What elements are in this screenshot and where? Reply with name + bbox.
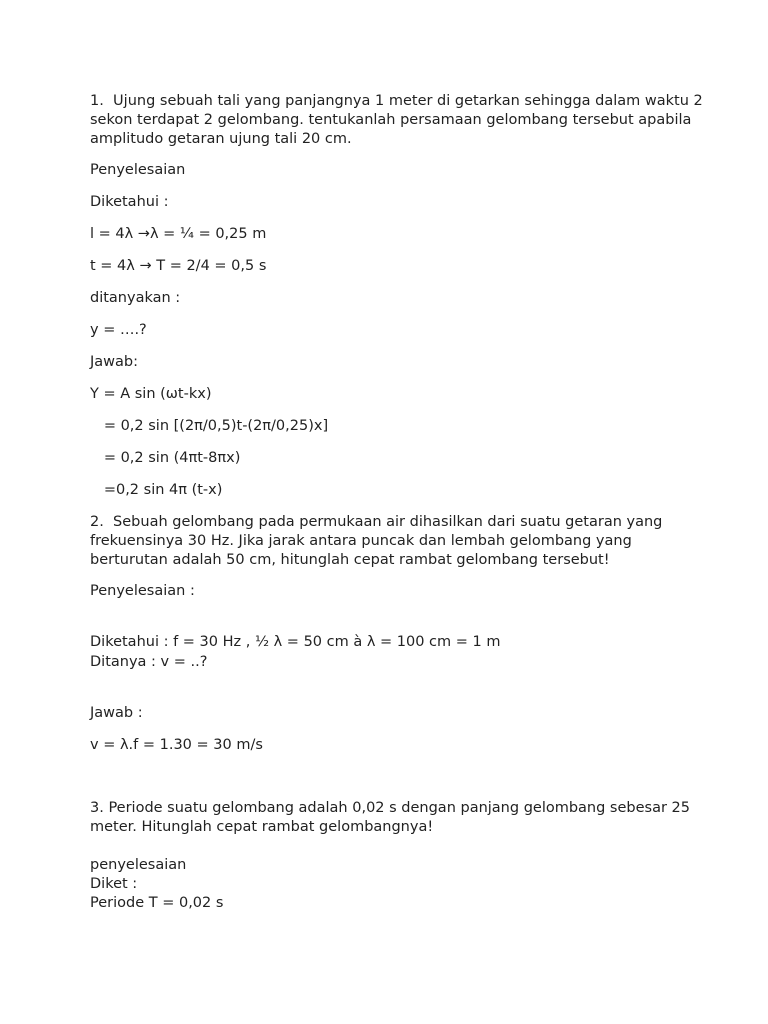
q2-question: [90, 513, 690, 570]
q2-jawab-label: Jawab :: [90, 705, 143, 721]
q1-given-time: t = 4λ → T = 2/4 = 0,5 s: [90, 258, 267, 274]
q1-question: [90, 92, 703, 149]
q2-question-line: frekuensinya 30 Hz. Jika jarak antara puncak dan lembah gelombang yang: [90, 533, 632, 549]
q1-question-line: amplitudo getaran ujung tali 20 cm.: [90, 131, 352, 147]
q1-step: = 0,2 sin [(2π/0,5)t-(2π/0,25)x]: [90, 418, 329, 434]
q3-question-line: 3. Periode suatu gelombang adalah 0,02 s dengan panjang gelombang sebesar 25: [90, 800, 690, 816]
q1-question-line: sekon terdapat 2 gelombang. tentukanlah persamaan gelombang tersebut apabila: [90, 112, 692, 128]
q2-penyelesaian-heading: Penyelesaian :: [90, 583, 195, 599]
q2-question-line: 2. Sebuah gelombang pada permukaan air dihasilkan dari suatu getaran yang: [90, 514, 663, 530]
q1-diketahui-label: Diketahui :: [90, 194, 169, 210]
q2-diketahui-line: Diketahui : f = 30 Hz , ½ λ = 50 cm à λ = 100 cm = 1 m: [90, 634, 501, 650]
q1-given-length: l = 4λ →λ = ¼ = 0,25 m: [90, 226, 267, 242]
q1-step: =0,2 sin 4π (t-x): [90, 482, 223, 498]
q2-ditanya-line: Ditanya : v = ..?: [90, 654, 208, 670]
q1-ditanyakan-label: ditanyakan :: [90, 290, 181, 306]
q3-question: [90, 799, 690, 837]
q3-penyelesaian-heading: penyelesaian: [90, 857, 187, 873]
q2-answer: v = λ.f = 1.30 = 30 m/s: [90, 737, 263, 753]
q1-jawab-label: Jawab:: [90, 354, 138, 370]
q1-step: Y = A sin (ωt-kx): [90, 386, 212, 402]
q2-question-line: berturutan adalah 50 cm, hitunglah cepat rambat gelombang tersebut!: [90, 552, 610, 568]
q3-question-line: meter. Hitunglah cepat rambat gelombangnya!: [90, 819, 434, 835]
q1-asked-value: y = ….?: [90, 322, 147, 338]
q1-step: = 0,2 sin (4πt-8πx): [90, 450, 241, 466]
q3-periode-value: Periode T = 0,02 s: [90, 895, 224, 911]
q3-diket-label: Diket :: [90, 876, 138, 892]
q1-penyelesaian-heading: Penyelesaian: [90, 162, 186, 178]
q1-question-line: 1. Ujung sebuah tali yang panjangnya 1 meter di getarkan sehingga dalam waktu 2: [90, 93, 703, 109]
